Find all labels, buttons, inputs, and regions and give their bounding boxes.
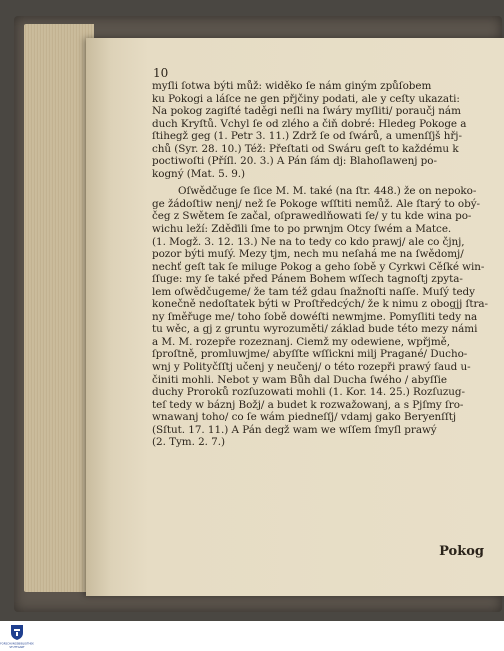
viewer-footer	[0, 621, 504, 651]
text-line: ſſuge: my ſe také před Pánem Bohem wſſech tagnoſtj zpyta-	[152, 273, 463, 286]
catchword: Pokog	[439, 544, 484, 559]
text-line: myſli ſotwa býti můž: widěko ſe nám giným způſobem	[152, 80, 432, 92]
page-text	[152, 80, 500, 449]
text-line: duch Kryſtů. Vchyl ſe od zlého a čiň dobré: Hledeg Pokoge a	[152, 117, 467, 130]
text-line: wichu leží: Zděďili ſme to po prwnjm Otcy ſwém a Matce.	[152, 223, 452, 236]
text-line: wnj y Polityčſſtj učenj y neučenj/ o této rozepři prawý ſaud u-	[152, 361, 471, 374]
book-page-edges	[24, 24, 94, 592]
library-crest-icon	[2, 623, 32, 649]
text-line: ge žádoſtiw nenj/ než ſe Pokoge wſſtiti nemůž. Ale ſtarý to obý-	[152, 197, 480, 210]
book-page	[86, 38, 504, 596]
text-line: (2. Tym. 2. 7.)	[152, 436, 225, 449]
text-line: a M. M. rozepře rozeznanj. Ciemž my odewiene, wpřjmě,	[152, 335, 450, 348]
text-line: Na pokog zagiſté taděgi neſli na ſwáry myſliti/ poraučj nám	[152, 105, 461, 118]
text-line: (1. Mogž. 3. 12. 13.) Ne na to tedy co kdo prawj/ ale co čjnj,	[152, 235, 465, 248]
library-city: STUTTGART	[9, 645, 25, 649]
page-number: 10	[153, 66, 169, 80]
text-line: kogný (Mat. 5. 9.)	[152, 167, 246, 180]
text-line: duchy Proroků rozſuzowati mohli (1. Kor. 14. 25.) Rozſuzug-	[152, 386, 465, 399]
text-line: činiti mohli. Nebot y wam Bůh dal Ducha ſwého / abyſſie	[152, 373, 447, 386]
text-line: Oſwědčuge ſe ſice M. M. také (na ſtr. 448.) že on nepoko-	[178, 185, 477, 198]
text-line: lem oſwědčugeme/ že tam též gdau ſnažnoſti naſſe. Muſý tedy	[152, 285, 475, 298]
text-line: ku Pokogi a láſce ne gen přjčiny podati, ale y ceſty ukazati:	[152, 92, 460, 105]
text-line: wnawanj toho/ co ſe wám piedneſſj/ vdamj gako Beryenſſtj	[152, 411, 457, 424]
text-line: ny ſměřuge me/ toho ſobě dowéſti newmjme. Pomyſliti tedy na	[152, 310, 478, 323]
text-line: chů (Syr. 28. 10.) Též: Přeſtati od Swáru geſt to každému k	[152, 142, 459, 155]
text-line: tu wěc, a gj z gruntu wyrozuměti/ základ bude této mezy námi	[152, 323, 478, 336]
text-line: konečně nedoſtatek býti w Proſtředcých/ že k nimu z obogjj ſtra-	[152, 298, 488, 311]
text-line: čeg z Swětem ſe začal, oſprawedlňowati ſe/ y tu kde wina po-	[152, 210, 472, 223]
library-name: FORSCHUNGSBIBLIOTHEK	[0, 642, 34, 646]
text-line: (Sſtut. 17. 11.) A Pán degž wam we wſſem ſmyſl prawý	[152, 423, 437, 436]
text-line: nechť geſt tak ſe miluge Pokog a geho ſobě y Cyrkwi Cěſké win-	[152, 260, 485, 273]
text-line: ſproſtně, promluwjme/ abyſſte wſſickni milj Pragané/ Ducho-	[152, 348, 468, 361]
text-line: ſtihegž geg (1. Petr 3. 11.) Zdrž ſe od ſwárů, a umenſſjš hřj-	[152, 130, 462, 143]
text-line: poctiwoſti (Příſl. 20. 3.) A Pán ſám dj: Blahoſlawenj po-	[152, 155, 437, 168]
text-line: pozor býti muſý. Mezy tjm, nech mu neſahá me na ſwědomj/	[152, 248, 464, 261]
text-line: teſ tedy w báznj Božj/ a budet k rozwažowanj, a s Pjſmy ſro-	[152, 398, 464, 411]
